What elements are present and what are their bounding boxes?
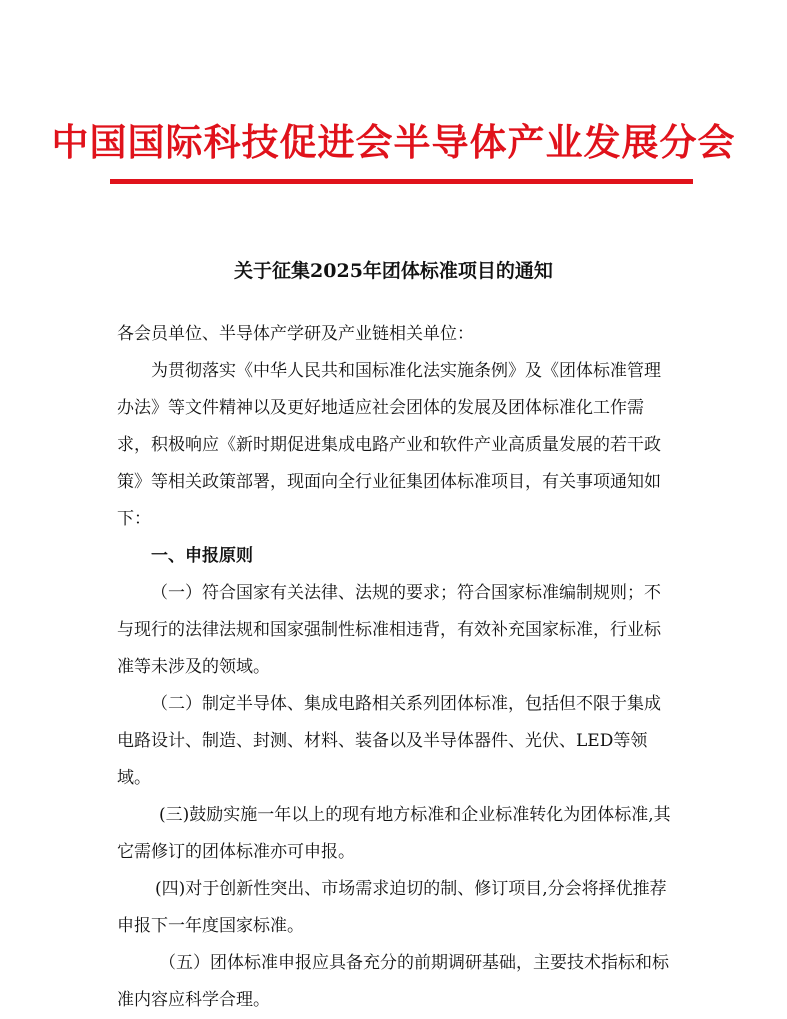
principle-item-4: (四)对于创新性突出、市场需求迫切的制、修订项目,分会将择优推荐申报下一年度国家标准。: [117, 879, 667, 936]
salutation: 各会员单位、半导体产学研及产业链相关单位：: [117, 324, 474, 344]
notice-body: [117, 316, 677, 1019]
principle-item-2: （二）制定半导体、集成电路相关系列团体标准，包括但不限于集成电路设计、制造、封测、材料、装备以及半导体器件、光伏、LED等领域。: [117, 694, 661, 788]
principle-item-5: （五）团体标准申报应具备充分的前期调研基础，主要技术指标和标准内容应科学合理。: [117, 953, 669, 1010]
principle-item-3: (三)鼓励实施一年以上的现有地方标准和企业标准转化为团体标准,其它需修订的团体标准亦可申报。: [117, 805, 671, 862]
letterhead-divider: [110, 179, 693, 184]
notice-title: 关于征集2025年团体标准项目的通知: [234, 260, 553, 282]
principle-item-1: （一）符合国家有关法律、法规的要求；符合国家标准编制规则；不与现行的法律法规和国家强制性标准相违背，有效补充国家标准，行业标准等未涉及的领域。: [117, 583, 661, 677]
section-heading: 一、申报原则: [151, 546, 253, 566]
organization-letterhead: 中国国际科技促进会半导体产业发展分会: [51, 121, 736, 164]
intro-paragraph: 为贯彻落实《中华人民共和国标准化法实施条例》及《团体标准管理办法》等文件精神以及更好地适应社会团体的发展及团体标准化工作需求，积极响应《新时期促进集成电路产业和软件产业高质量发展的若干政策》等相关政策部署，现面向全行业征集团体标准项目，有关事项通知如下：: [117, 361, 661, 529]
